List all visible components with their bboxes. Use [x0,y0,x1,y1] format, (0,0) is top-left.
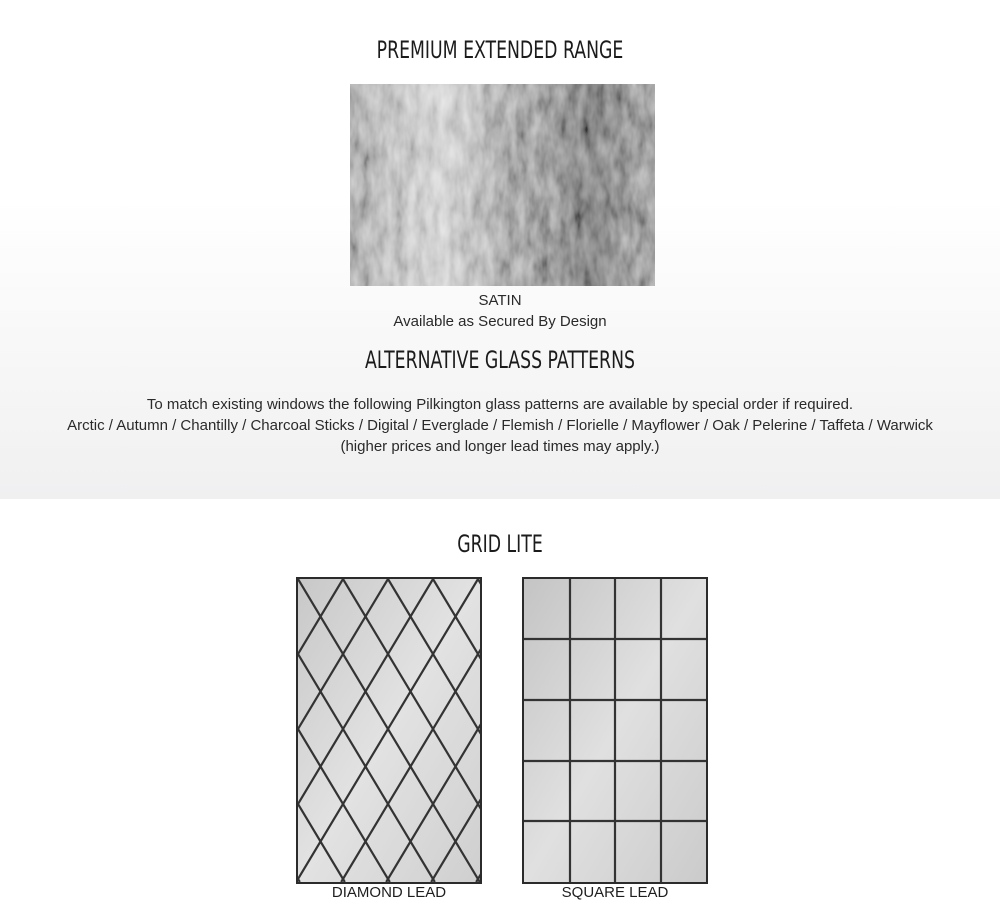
premium-heading: PREMIUM EXTENDED RANGE [376,36,624,64]
grid-lite-heading: GRID LITE [457,530,543,558]
satin-glass-swatch [350,84,655,286]
diamond-lead-label: DIAMOND LEAD [331,884,447,901]
alternative-note: (higher prices and longer lead times may apply.) [340,438,660,455]
alternative-heading: ALTERNATIVE GLASS PATTERNS [365,346,635,374]
alternative-pattern-list: Arctic / Autumn / Chantilly / Charcoal Sticks / Digital / Everglade / Flemish / Florielle / Mayflower / Oak / Pelerine / Taffeta / Warwick [67,417,933,434]
square-lead-panel [522,577,708,884]
alternative-intro: To match existing windows the following Pilkington glass patterns are available by special order if required. [146,396,854,413]
square-lead-label: SQUARE LEAD [561,884,669,901]
satin-name: SATIN [478,292,522,309]
satin-availability-note: Available as Secured By Design [393,313,607,330]
diamond-lead-panel [296,577,482,884]
